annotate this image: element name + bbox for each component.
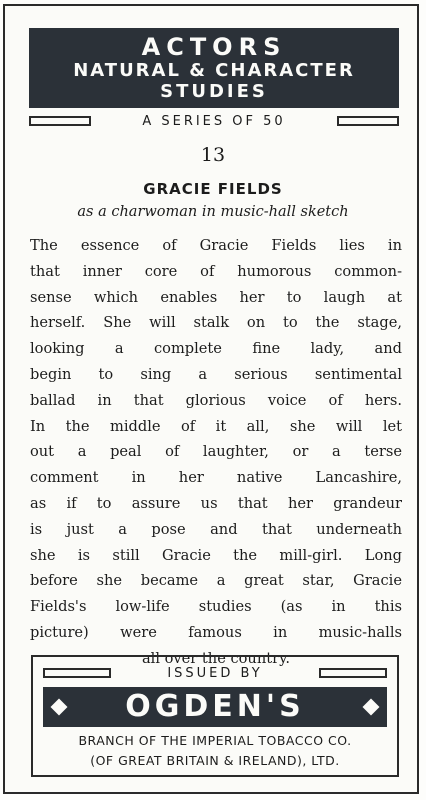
series-subtitle-2: STUDIES [160, 81, 268, 102]
body-line: looking a complete fine lady, and [30, 340, 402, 358]
body-line: before she became a great star, Gracie [30, 572, 402, 590]
header-band [29, 28, 399, 108]
right-bracket-ornament [337, 116, 399, 126]
series-row [29, 112, 399, 130]
issued-by: ISSUED BY [167, 665, 263, 681]
right-bracket-ornament [319, 668, 387, 678]
body-line: all over the country. [141, 649, 291, 667]
left-bracket-ornament [43, 668, 111, 678]
series-count: A SERIES OF 50 [142, 113, 286, 129]
card-number: 13 [200, 144, 226, 166]
company-line: BRANCH OF THE IMPERIAL TOBACCO CO. [78, 733, 352, 748]
body-line: Fields's low-life studies (as in this [30, 598, 402, 616]
issuer-box [31, 655, 399, 777]
body-line: herself. She will stalk on to the stage, [30, 314, 402, 332]
body-line: comment in her native Lancashire, [30, 469, 402, 487]
body-line: picture) were famous in music-halls [30, 623, 402, 641]
body-line: out a peal of laughter, or a terse [30, 443, 402, 461]
series-subtitle: NATURAL & CHARACTER [73, 60, 355, 81]
issued-row [43, 665, 387, 681]
body-line: ballad in that glorious voice of hers. [30, 391, 402, 409]
subject-name: GRACIE FIELDS [143, 180, 283, 198]
body-text [30, 233, 402, 672]
body-line: that inner core of humorous common- [30, 262, 402, 280]
body-line: is just a pose and that underneath [30, 520, 402, 538]
body-line: as if to assure us that her grandeur [30, 494, 402, 512]
brand-name: OGDEN'S [125, 689, 305, 724]
body-line: In the middle of it all, she will let [30, 417, 402, 435]
company-line: (OF GREAT BRITAIN & IRELAND), LTD. [90, 753, 340, 768]
body-line: The essence of Gracie Fields lies in [30, 237, 402, 254]
body-line: she is still Gracie the mill-girl. Long [30, 546, 402, 564]
brand-band [43, 687, 387, 727]
body-line: sense which enables her to laugh at [30, 288, 402, 306]
subject-caption: as a charwoman in music-hall sketch [77, 204, 349, 220]
body-line: begin to sing a serious sentimental [30, 365, 402, 383]
left-bracket-ornament [29, 116, 91, 126]
series-title: ACTORS [141, 33, 287, 61]
